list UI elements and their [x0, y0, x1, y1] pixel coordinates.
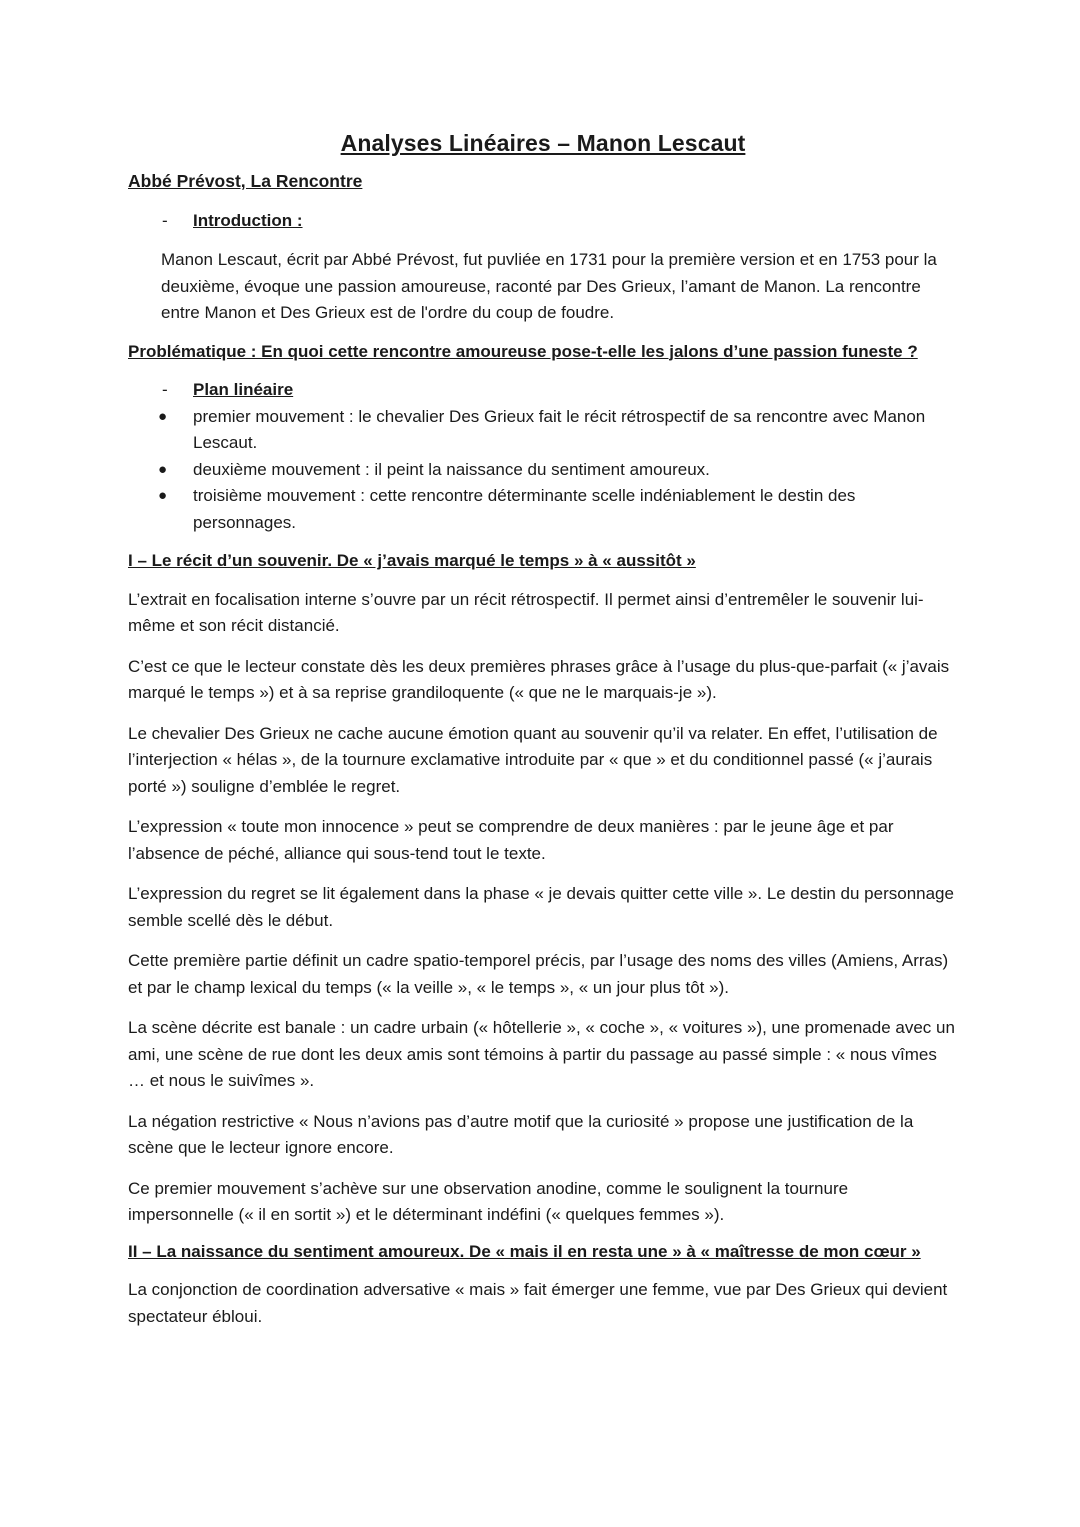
- dash-marker: -: [162, 380, 168, 399]
- paragraph: La négation restrictive « Nous n’avions pas d’autre motif que la curiosité » propose une justification de la scène que le lecteur ignore encore.: [128, 1111, 914, 1157]
- plan-item-text: premier mouvement : le chevalier Des Grieux fait le récit rétrospectif de sa rencontre avec Manon Lescaut.: [193, 406, 926, 452]
- plan-item: [128, 404, 958, 457]
- intro-text: Manon Lescaut, écrit par Abbé Prévost, fut puvliée en 1731 pour la première version et en 1753 pour la deuxième, évoque une passion amoureuse, raconté par Des Grieux, l’amant de Manon. La rencontre entre Manon et Des Grieux est de l'ordre du coup de foudre.: [161, 250, 937, 322]
- paragraph: Ce premier mouvement s’achève sur une observation anodine, comme le soulignent la tournure impersonnelle (« il en sortit ») et le déterminant indéfini (« quelques femmes »).: [128, 1178, 849, 1224]
- part2-heading: II – La naissance du sentiment amoureux. De « mais il en resta une » à « maîtresse de mon cœur »: [128, 1241, 921, 1261]
- paragraph: L’expression « toute mon innocence » peut se comprendre de deux manières : par le jeune âge et par l’absence de péché, alliance qui sous-tend tout le texte.: [128, 817, 894, 863]
- paragraph: Cette première partie définit un cadre spatio-temporel précis, par l’usage des noms des villes (Amiens, Arras) et par le champ lexical du temps (« la veille », « le temps », « un jour plus tôt »).: [128, 951, 949, 997]
- bullet-icon: ●: [158, 487, 168, 504]
- paragraph: L’extrait en focalisation interne s’ouvre par un récit rétrospectif. Il permet ainsi d’entremêler le souvenir lui-même et son récit distancié.: [128, 589, 924, 635]
- intro-heading-item: [128, 208, 958, 235]
- intro-heading: Introduction :: [193, 210, 303, 230]
- plan-item: [128, 457, 958, 484]
- dash-marker: -: [162, 210, 168, 230]
- part1-heading: I – Le récit d’un souvenir. De « j’avais marqué le temps » à « aussitôt »: [128, 551, 696, 570]
- plan-heading: Plan linéaire: [193, 380, 294, 399]
- plan-heading-item: [128, 377, 958, 404]
- bullet-icon: ●: [158, 407, 168, 425]
- plan-item-text: deuxième mouvement : il peint la naissance du sentiment amoureux.: [193, 459, 710, 479]
- document-page: [128, 126, 958, 1344]
- paragraph: L’expression du regret se lit également dans la phase « je devais quitter cette ville ». Le destin du personnage semble scellé dès le début.: [128, 884, 954, 930]
- bullet-icon: ●: [158, 460, 168, 478]
- paragraph: La conjonction de coordination adversative « mais » fait émerger une femme, vue par Des Grieux qui devient spectateur ébloui.: [128, 1280, 948, 1326]
- paragraph: Le chevalier Des Grieux ne cache aucune émotion quant au souvenir qu’il va relater. En effet, l’utilisation de l’interjection « hélas », de la tournure exclamative introduite par « que » et du conditionnel passé (« j’aurais porté ») souligne d’emblée le regret.: [128, 723, 938, 796]
- paragraph: C’est ce que le lecteur constate dès les deux premières phrases grâce à l’usage du plus-que-parfait (« j’avais marqué le temps ») et à sa reprise grandiloquente (« que ne le marquais-je »).: [128, 656, 950, 702]
- document-title: Analyses Linéaires – Manon Lescaut: [340, 130, 746, 156]
- plan-item: [128, 483, 958, 536]
- problematique: Problématique : En quoi cette rencontre amoureuse pose-t-elle les jalons d’une passion funeste ?: [128, 341, 918, 361]
- plan-list: [128, 404, 958, 537]
- section-heading: Abbé Prévost, La Rencontre: [128, 171, 363, 191]
- paragraph: La scène décrite est banale : un cadre urbain (« hôtellerie », « coche », « voitures »), une promenade avec un ami, une scène de rue dont les deux amis sont témoins à partir du passage au passé simple : « nous vîmes … et nous le suivîmes ».: [128, 1018, 955, 1090]
- plan-item-text: troisième mouvement : cette rencontre déterminante scelle indéniablement le destin des personnages.: [193, 486, 856, 532]
